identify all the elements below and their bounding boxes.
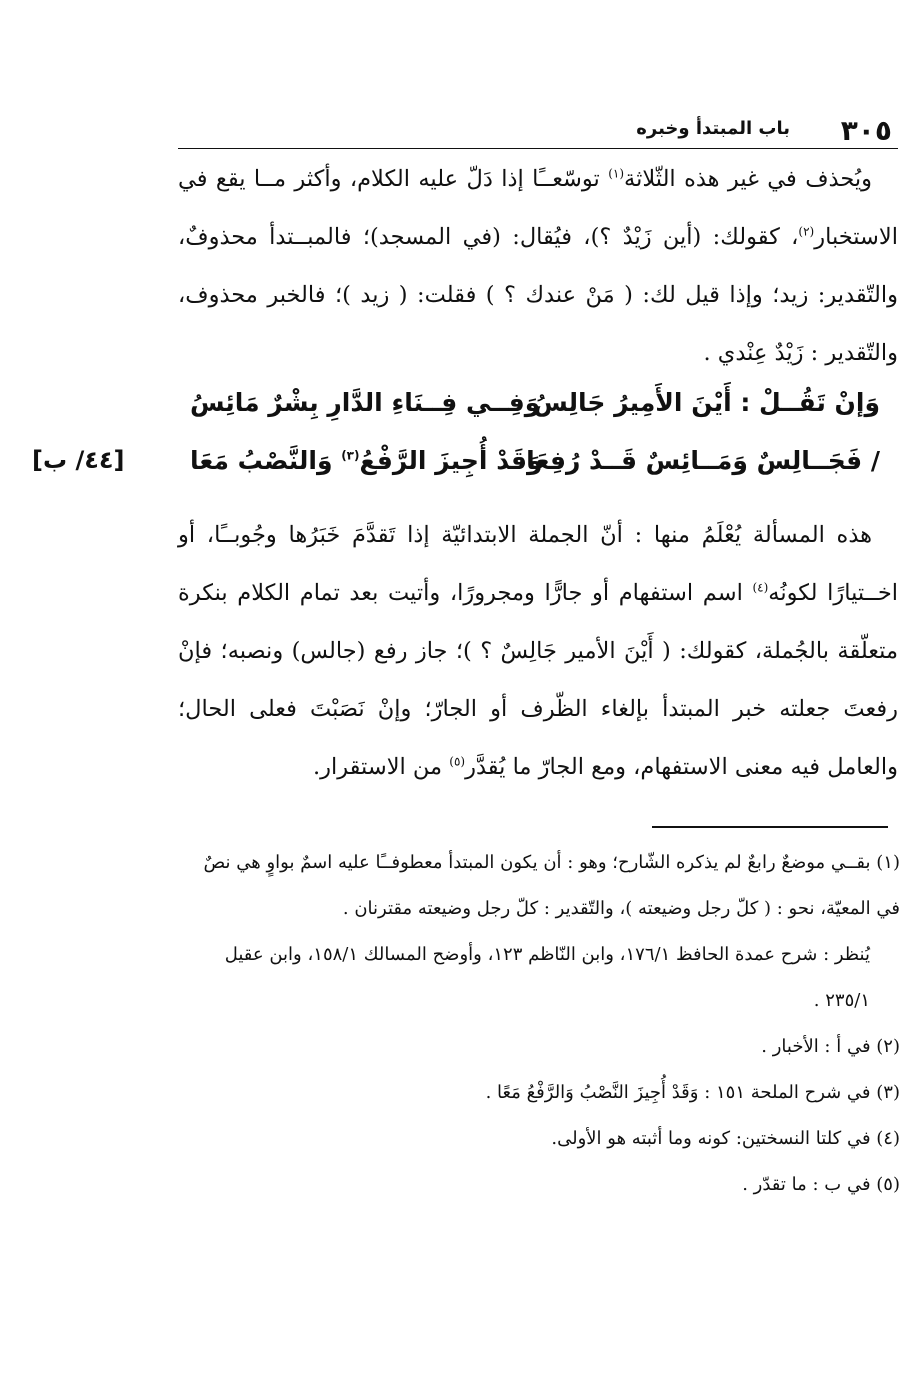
footnote-marker-4[interactable]: (٤) [752,580,769,595]
page-header [178,112,898,149]
para2-text-a: هذه المسألة يُعْلَمُ منها : أنّ الجملة الابتدائيّة إذا تَقدَّمَ خَبَرُها وجُوبــًا، أو اخــتيارًا لكونُه [178,522,898,606]
footnote-marker-2[interactable]: (٢) [798,224,815,239]
para1-text-b: توسّعــًا إذا دَلّ عليه الكلام، وأكثر مــا يقع في الاستخبار [178,166,898,250]
footnote-3 [178,1070,900,1116]
para2-text-b: اسم استفهام أو جارًّا ومجرورًا، وأتيت بعد تمام الكلام بنكرة متعلّقة بالجُملة، كقولك: ( أَيْنَ الأمير جَالِسٌ ؟ )؛ جاز رفع (جالس) ونصبه؛ فإنْ رفعتَ جعلته خبر المبتدأ بإلغاء الظّرف أو الجارّ؛ وإنْ نَصَبْتَ فعلى الحال؛ والعامل فيه معنى الاستفهام، ومع الجارّ ما يُقدَّر [178,580,898,780]
footnote-4: (٤) في كلتا النسختين: كونه وما أثبته هو الأولى. [551,1128,900,1149]
footnote-1-references: يُنظر : شرح عمدة الحافظ ١٧٦/١، وابن النّاظم ١٢٣، وأوضح المسالك ١٥٨/١، وابن عقيل ٢٣٥/١ . [224,944,870,1011]
verse1-second-hemistich: وَفِــي فِــنَاءِ الدَّارِ بِشْرٌ مَائِسُ [190,388,541,417]
footnote-5: (٥) في ب : ما تقدّر . [742,1174,900,1195]
footnote-1 [178,840,900,932]
verse-line-1 [160,380,900,438]
para1-text-a: ويُحذف في غير هذه الثّلاثة [624,166,872,192]
paragraph-ellipsis [178,150,898,382]
verse2-second-hemistich [190,446,543,475]
verse1-first-hemistich: وَإنْ تَقُــلْ : أَيْنَ الأَمِيرُ جَالِسُ [533,388,880,417]
chapter-title: باب المبتدأ وخبره [636,118,790,139]
footnote-separator [652,826,888,828]
footnote-2: (٢) في أ : الأخبار . [761,1036,900,1057]
footnote-3-variant: وَقَدْ أُجِيزَ النَّصْبُ وَالرَّفْعُ مَعًا . [485,1082,699,1103]
para2-text-c: من الاستقرار. [312,754,450,780]
para1-text-c: ، كقولك: (أين زَيْدٌ ؟)، فيُقال: (في المسجد)؛ فالمبــتدأ محذوفٌ، والتّقدير: زيد؛ وإذا قيل لك: ( مَنْ عندك ؟ ) فقلت: ( زيد )؛ فالخبر محذوف، والتّقدير : زَيْدٌ عِنْدي . [178,224,898,366]
verse2-second-b: وَالنَّصْبُ مَعَا [190,446,342,475]
footnote-1-ref [178,932,900,1024]
footnote-marker-1[interactable]: (١) [608,166,625,181]
verse2-second-a: وَقَدْ أُجِيزَ الرَّفْعُ [359,446,543,475]
main-text [178,150,898,382]
footnotes [178,840,900,1208]
page-number: ٣٠٥ [840,114,892,147]
manuscript-folio-reference: [٤٤/ ب] [32,446,125,474]
paragraph-commentary [178,506,898,796]
footnote-1-text: (١) بقــي موضعٌ رابعٌ لم يذكره الشّارح؛ وهو : أن يكون المبتدأ معطوفــًا عليه اسمٌ بواوٍ هي نصٌ في المعيّة، نحو : ( كلّ رجل وضيعته )، والتّقدير : كلّ رجل وضيعته مقترنان . [203,852,900,919]
footnote-marker-3[interactable]: (٣) [341,448,360,463]
footnote-3-source: (٣) في شرح الملحة ١٥١ : [698,1082,900,1103]
verse-line-2 [160,438,900,496]
commentary-text [178,506,898,796]
verse2-first-hemistich: / فَجَــالِسٌ وَمَــائِسٌ قَــدْ رُفِعَا [526,446,880,475]
footnote-marker-5[interactable]: (٥) [449,754,466,769]
